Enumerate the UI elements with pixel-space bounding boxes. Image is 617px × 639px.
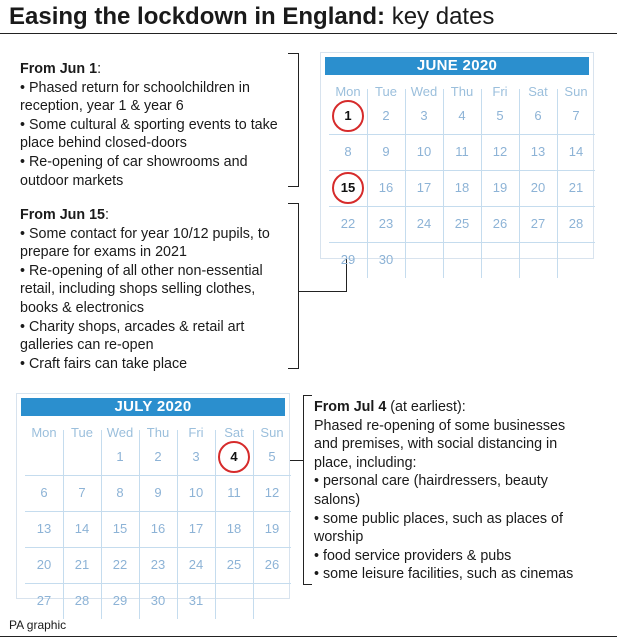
june-day-25: 25 <box>454 216 470 231</box>
june-day-13: 13 <box>530 144 546 159</box>
jun1-item: • Re-opening of car showrooms and outdoor markets <box>20 153 248 189</box>
jun1-title <box>20 60 292 79</box>
june-dayname-sat: Sat <box>528 84 548 99</box>
jul4-item: • food service providers & pubs <box>314 547 512 564</box>
jul4-intro: Phased re-opening of some businesses and premises, with social distancing in place, including: <box>314 417 566 471</box>
july-day-22: 22 <box>112 557 128 572</box>
jun1-block <box>20 60 292 190</box>
jun15-item: • Re-opening of all other non-essential retail, including shops selling clothes, books & electronics <box>20 262 263 316</box>
july-grid-row-line <box>25 547 291 548</box>
june-day-27: 27 <box>530 216 546 231</box>
june-dayname-tue: Tue <box>375 84 397 99</box>
july-dayname-sun: Sun <box>260 425 284 440</box>
top-rule <box>0 33 617 34</box>
june-day-24: 24 <box>416 216 432 231</box>
jun15-bracket <box>288 203 299 369</box>
july-day-19: 19 <box>264 521 280 536</box>
jun15-item: • Charity shops, arcades & retail art galleries can re-open <box>20 318 245 354</box>
july-day-5: 5 <box>268 449 276 464</box>
jun15-item: • Craft fairs can take place <box>20 355 188 372</box>
june-dayname-fri: Fri <box>492 84 508 99</box>
july-day-28: 28 <box>74 593 90 608</box>
july-dayname-thu: Thu <box>146 425 170 440</box>
july-day-24: 24 <box>188 557 204 572</box>
july-day-26: 26 <box>264 557 280 572</box>
june-day-20: 20 <box>530 180 546 195</box>
june-day-2: 2 <box>382 108 390 123</box>
july-day-11: 11 <box>227 485 241 500</box>
jun15-connector-h <box>298 291 347 292</box>
july-grid-row-line <box>25 583 291 584</box>
jul4-item: • personal care (hairdressers, beauty salons) <box>314 473 548 508</box>
jun15-title <box>20 206 288 225</box>
july-day-17: 17 <box>188 521 204 536</box>
july-dayname-wed: Wed <box>106 425 134 440</box>
june-dayname-thu: Thu <box>450 84 474 99</box>
jul4-bracket <box>303 395 312 585</box>
july-day-6: 6 <box>40 485 48 500</box>
july-calendar-title: JULY 2020 <box>21 398 285 416</box>
july-day-16: 16 <box>150 521 166 536</box>
july-dayname-fri: Fri <box>188 425 204 440</box>
july-grid-row-line <box>25 475 291 476</box>
june-day-22: 22 <box>340 216 356 231</box>
june-day-18: 18 <box>454 180 470 195</box>
july-calendar <box>16 393 290 608</box>
july-grid-row-line <box>25 511 291 512</box>
jun15-block <box>20 206 288 373</box>
july-day-3: 3 <box>192 449 200 464</box>
june-dayname-mon: Mon <box>335 84 361 99</box>
jun1-list <box>20 79 292 191</box>
june-highlight-ring-15 <box>332 172 364 204</box>
july-day-8: 8 <box>116 485 124 500</box>
july-day-23: 23 <box>150 557 166 572</box>
june-day-29: 29 <box>340 252 356 267</box>
jun1-suffix: : <box>97 61 102 77</box>
jul4-list <box>314 472 584 584</box>
july-day-30: 30 <box>150 593 166 608</box>
june-day-26: 26 <box>492 216 508 231</box>
june-day-12: 12 <box>492 144 508 159</box>
bottom-rule <box>0 636 617 637</box>
june-grid-row-line <box>329 242 595 243</box>
june-day-6: 6 <box>534 108 542 123</box>
june-day-14: 14 <box>568 144 584 159</box>
july-day-1: 1 <box>116 449 124 464</box>
june-day-10: 10 <box>416 144 432 159</box>
jul4-title <box>314 398 584 417</box>
june-grid-row-line <box>329 134 595 135</box>
june-day-5: 5 <box>496 108 504 123</box>
jun15-list <box>20 225 288 374</box>
july-highlight-ring-4 <box>218 441 250 473</box>
jun1-item: • Some cultural & sporting events to take place behind closed-doors <box>20 116 278 152</box>
june-day-16: 16 <box>378 180 394 195</box>
jul4-item: • some leisure facilities, such as cinemas <box>314 566 574 583</box>
july-day-13: 13 <box>36 521 52 536</box>
july-day-25: 25 <box>226 557 242 572</box>
july-day-9: 9 <box>154 485 162 500</box>
jun1-heading: From Jun 1 <box>20 61 98 77</box>
july-day-29: 29 <box>112 593 128 608</box>
june-calendar <box>320 52 594 267</box>
credit: PA graphic <box>9 618 67 632</box>
june-day-23: 23 <box>378 216 394 231</box>
headline-light: key dates <box>391 3 495 30</box>
july-dayname-mon: Mon <box>31 425 57 440</box>
headline <box>9 2 494 32</box>
jul4-item: • some public places, such as places of worship <box>314 510 563 546</box>
july-day-2: 2 <box>154 449 162 464</box>
june-day-8: 8 <box>344 144 352 159</box>
july-dayname-sat: Sat <box>224 425 244 440</box>
jun15-suffix: : <box>105 207 109 223</box>
july-day-14: 14 <box>74 521 90 536</box>
july-day-27: 27 <box>36 593 52 608</box>
july-day-10: 10 <box>188 485 204 500</box>
july-day-15: 15 <box>112 521 128 536</box>
june-highlight-ring-1 <box>332 100 364 132</box>
jul4-block <box>314 398 584 584</box>
june-day-9: 9 <box>382 144 390 159</box>
june-calendar-title: JUNE 2020 <box>325 57 589 75</box>
july-day-21: 21 <box>74 557 90 572</box>
june-day-3: 3 <box>420 108 428 123</box>
june-dayname-wed: Wed <box>410 84 438 99</box>
july-day-31: 31 <box>188 593 204 608</box>
jul4-heading: From Jul 4 <box>314 399 387 415</box>
jun1-bracket <box>288 53 299 187</box>
july-day-12: 12 <box>264 485 280 500</box>
june-day-15: 15 <box>340 180 356 195</box>
june-day-17: 17 <box>416 180 432 195</box>
june-day-28: 28 <box>568 216 584 231</box>
jun15-heading: From Jun 15 <box>20 207 106 223</box>
jun1-item: • Phased return for schoolchildren in reception, year 1 & year 6 <box>20 79 250 115</box>
headline-bold: Easing the lockdown in England: <box>9 3 386 30</box>
jul4-note: (at earliest): <box>386 399 466 415</box>
july-day-20: 20 <box>36 557 52 572</box>
june-day-4: 4 <box>458 108 466 123</box>
july-day-18: 18 <box>226 521 242 536</box>
june-day-30: 30 <box>378 252 394 267</box>
june-day-1: 1 <box>344 108 352 123</box>
june-grid-row-line <box>329 170 595 171</box>
june-day-7: 7 <box>572 108 580 123</box>
june-day-21: 21 <box>568 180 584 195</box>
july-dayname-tue: Tue <box>71 425 93 440</box>
jun15-item: • Some contact for year 10/12 pupils, to prepare for exams in 2021 <box>20 225 270 261</box>
june-day-19: 19 <box>492 180 508 195</box>
july-day-4: 4 <box>230 449 238 464</box>
june-dayname-sun: Sun <box>564 84 588 99</box>
june-day-11: 11 <box>455 144 469 159</box>
june-grid-row-line <box>329 206 595 207</box>
july-day-7: 7 <box>78 485 86 500</box>
